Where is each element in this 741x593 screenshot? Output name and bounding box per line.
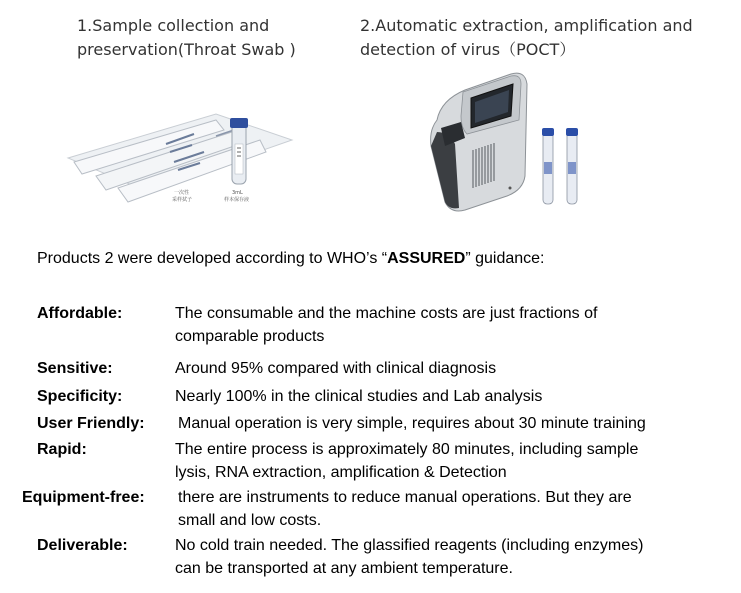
criterion-description-line: small and low costs. [178,512,322,529]
criterion-description-line: The entire process is approximately 80 minutes, including sample [175,441,639,458]
criterion-term: User Friendly: [37,415,145,432]
criterion-description [175,385,542,408]
criterion-description [175,438,638,484]
swab-label-right-line-2: 样本保存液 [224,197,250,203]
panel-2-caption-line-2: detection of virus（POCT） [360,40,576,59]
criterion-term: Affordable: [37,305,123,322]
criterion-description [175,357,496,380]
criterion-description-line: Nearly 100% in the clinical studies and Lab analysis [175,388,543,405]
poct-machine-image [415,66,595,214]
criterion-description [178,486,632,532]
criterion-description-line: lysis, RNA extraction, amplification & Detection [175,464,507,481]
panel-1-caption-line-2: preservation(Throat Swab ) [77,40,296,59]
criterion-term: Sensitive: [37,360,113,377]
panel-2-caption-line-1: 2.Automatic extraction, amplification and [360,16,693,35]
criterion-description-line: Manual operation is very simple, requires about 30 minute training [178,415,646,432]
intro-prefix: Products 2 were developed according to WHO’s “ [37,250,388,267]
criterion-description [175,302,597,348]
criterion-description-line: can be transported at any ambient temperature. [175,560,513,577]
intro-emphasis: ASSURED [387,250,466,267]
panel-1-caption-line-1: 1.Sample collection and [77,16,270,35]
criterion-term: Specificity: [37,388,123,405]
swab-label-left-line-2: 采样拭子 [172,197,193,203]
panel-2-caption [360,14,720,62]
panel-1-caption [77,14,347,62]
criterion-description-line: Around 95% compared with clinical diagnosis [175,360,497,377]
criterion-description-line: No cold train needed. The glassified reagents (including enzymes) [175,537,644,554]
swab-label-right-line-1: 3mL [232,190,243,196]
throat-swab-kit-image [66,96,296,216]
assured-intro [37,248,545,270]
criterion-term: Rapid: [37,441,87,458]
poct-machine-illustration [415,66,595,214]
intro-suffix: ” guidance: [465,250,545,267]
criterion-description-line: comparable products [175,328,325,345]
criterion-term: Deliverable: [37,537,128,554]
criterion-description [178,412,646,435]
criterion-description-line: there are instruments to reduce manual operations. But they are [178,489,632,506]
criterion-description-line: The consumable and the machine costs are just fractions of [175,305,598,322]
throat-swab-kit-illustration [66,96,296,216]
criterion-term: Equipment-free: [22,489,145,506]
criterion-description [175,534,643,580]
swab-label-left-line-1: 一次性 [174,190,190,196]
